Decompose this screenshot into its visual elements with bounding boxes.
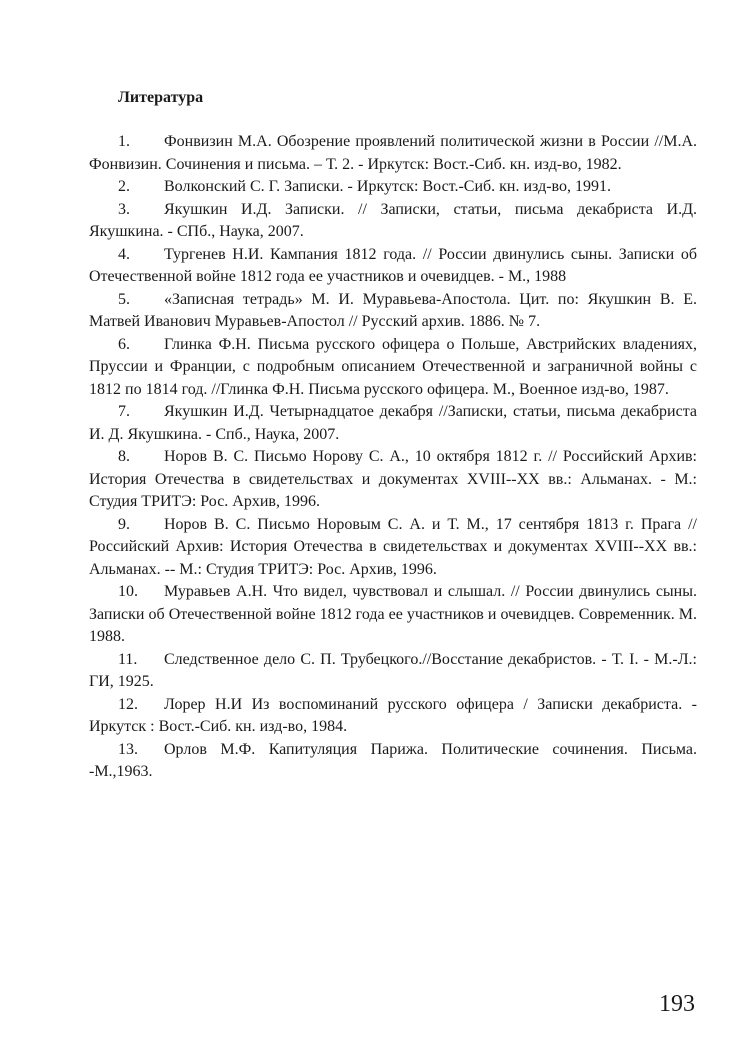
reference-item	[89, 244, 697, 289]
reference-number: 3.	[118, 200, 130, 218]
page-number: 193	[659, 991, 695, 1017]
reference-text: Тургенев Н.И. Кампания 1812 года. // России двинулись сыны. Записки об Отечественной войне 1812 года ее участников и очевидцев. - М., 1988	[89, 245, 697, 285]
reference-item	[89, 649, 697, 694]
reference-item	[89, 131, 697, 176]
reference-item	[89, 289, 697, 334]
reference-number: 10.	[118, 583, 138, 600]
reference-item	[89, 514, 697, 582]
reference-text: Следственное дело С. П. Трубецкого.//Восстание декабристов. - Т. I. - М.-Л.: ГИ, 1925.	[89, 650, 697, 690]
reference-text: Орлов М.Ф. Капитуляция Парижа. Политические сочинения. Письма. -М.,1963.	[89, 740, 697, 780]
reference-item	[89, 199, 697, 244]
reference-number: 4.	[118, 245, 130, 263]
reference-item	[89, 401, 697, 446]
reference-number: 7.	[118, 403, 130, 420]
reference-number: 1.	[118, 133, 130, 150]
reference-number: 12.	[118, 695, 138, 713]
reference-text: Норов В. С. Письмо Норовым С. А. и Т. М., 17 сентября 1813 г. Прага // Российский Архив: История Отечества в свидетельствах и документах XVIII--XX вв.: Альманах. -- М.: Студия ТРИТЭ: Рос. Архив, 1996.	[89, 515, 697, 578]
reference-text: Якушкин И.Д. Записки. // Записки, статьи, письма декабриста И.Д. Якушкина. - СПб., Наука, 2007.	[89, 200, 697, 240]
reference-number: 9.	[118, 515, 130, 533]
reference-number: 13.	[118, 740, 138, 758]
reference-item	[89, 334, 697, 402]
reference-number: 6.	[118, 335, 130, 353]
reference-item	[89, 446, 697, 514]
reference-text: Фонвизин М.А. Обозрение проявлений политической жизни в России //М.А. Фонвизин. Сочинения и письма. – Т. 2. - Иркутск: Вост.-Сиб. кн. изд-во, 1982.	[89, 133, 697, 173]
reference-item	[89, 581, 697, 649]
reference-text: Лорер Н.И Из воспоминаний русского офицера / Записки декабриста. - Иркутск : Вост.-Сиб. кн. изд-во, 1984.	[89, 695, 697, 735]
reference-item	[89, 694, 697, 739]
reference-item	[89, 739, 697, 784]
reference-text: Якушкин И.Д. Четырнадцатое декабря //Записки, статьи, письма декабриста И. Д. Якушкина. - Спб., Наука, 2007.	[89, 403, 697, 443]
reference-item	[89, 176, 697, 199]
reference-number: 2.	[118, 178, 130, 195]
reference-number: 8.	[118, 448, 130, 465]
reference-text: Норов В. С. Письмо Норову С. А., 10 октября 1812 г. // Российский Архив: История Отечества в свидетельствах и документах XVIII--XX вв.: Альманах. - М.: Студия ТРИТЭ: Рос. Архив, 1996.	[89, 448, 697, 510]
reference-list	[89, 131, 697, 784]
reference-text: Глинка Ф.Н. Письма русского офицера о Польше, Австрийских владениях, Пруссии и Франции, с подробным описанием Отечественной и заграничной войны с 1812 по 1814 год. //Глинка Ф.Н. Письма русского офицера. М., Военное изд-во, 1987.	[89, 335, 697, 398]
reference-text: Муравьев А.Н. Что видел, чувствовал и слышал. // России двинулись сыны. Записки об Отечественной войне 1812 года ее участников и очевидцев. Современник. М. 1988.	[89, 583, 697, 645]
reference-number: 5.	[118, 290, 130, 308]
reference-text: Волконский С. Г. Записки. - Иркутск: Вост.-Сиб. кн. изд-во, 1991.	[164, 178, 611, 195]
reference-number: 11.	[118, 650, 138, 668]
reference-text: «Записная тетрадь» М. И. Муравьева-Апостола. Цит. по: Якушкин В. Е. Матвей Иванович Муравьев-Апостол // Русский архив. 1886. № 7.	[89, 290, 697, 330]
page-title: Литература	[118, 89, 204, 106]
